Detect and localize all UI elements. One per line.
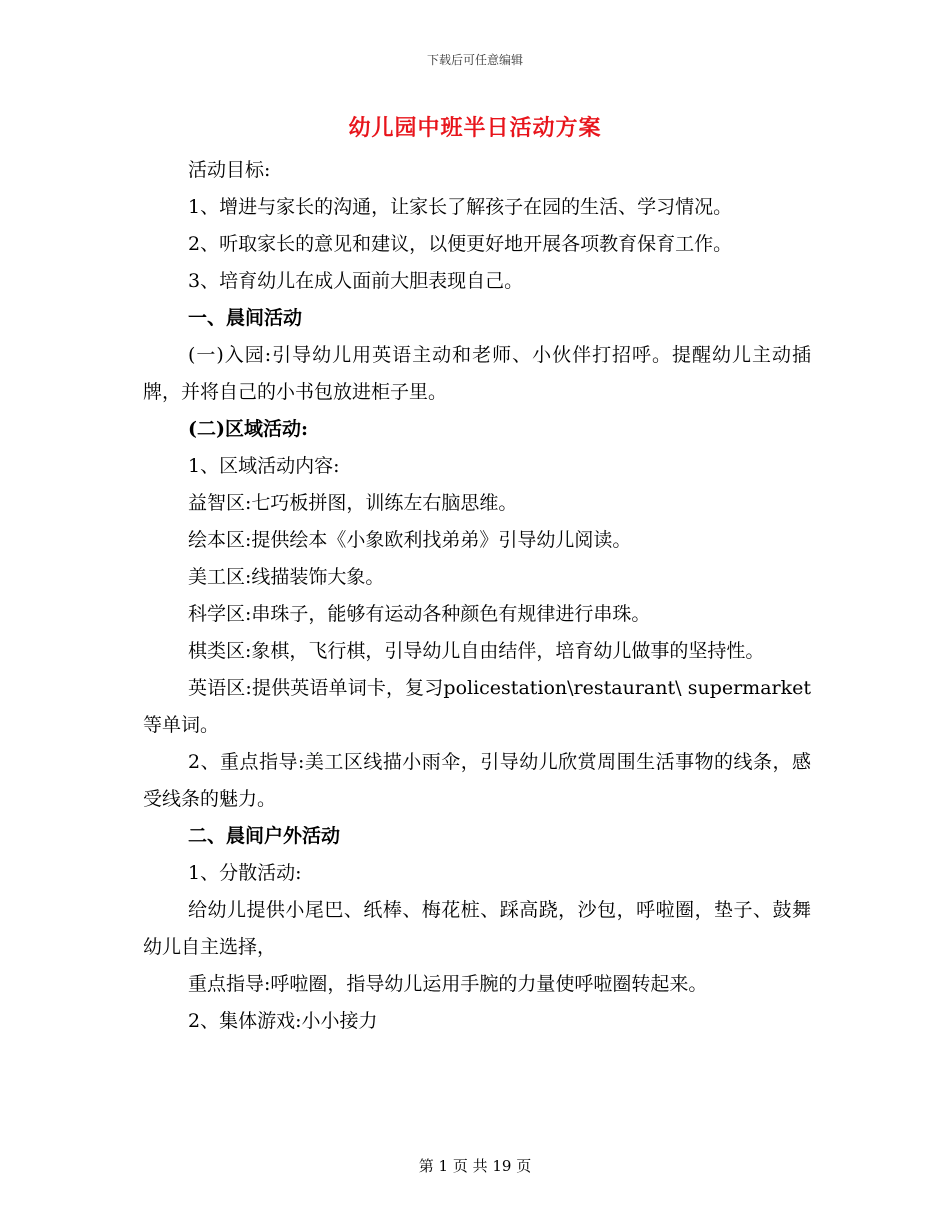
paragraph-key-guidance-hoop: 重点指导:呼啦圈，指导幼儿运用手腕的力量使呼啦圈转起来。 [188, 973, 708, 995]
paragraph-puzzle-area: 益智区:七巧板拼图，训练左右脑思维。 [188, 492, 518, 514]
document-title: 幼儿园中班半日活动方案 [348, 115, 602, 141]
section-heading-morning-activities: 一、晨间活动 [188, 307, 303, 329]
paragraph-science-area: 科学区:串珠子，能够有运动各种颜色有规律进行串珠。 [188, 603, 651, 625]
paragraph-key-guidance-art: 2、重点指导:美工区线描小雨伞，引导幼儿欣赏周围生活事物的线条，感受线条的魅力。 [143, 751, 811, 810]
page-number-footer: 第 1 页 共 19 页 [418, 1157, 532, 1175]
paragraph-free-activities: 1、分散活动: [188, 862, 302, 884]
paragraph-arrival: (一)入园:引导幼儿用英语主动和老师、小伙伴打招呼。提醒幼儿主动插牌，并将自己的小书包放进柜子里。 [143, 344, 811, 403]
paragraph-objectives-heading: 活动目标: [188, 159, 271, 181]
paragraph-objective-2: 2、听取家长的意见和建议，以便更好地开展各项教育保育工作。 [188, 233, 733, 255]
document-body [143, 152, 811, 1040]
paragraph-group-game: 2、集体游戏:小小接力 [188, 1010, 378, 1032]
paragraph-objective-3: 3、培育幼儿在成人面前大胆表现自己。 [188, 270, 524, 292]
section-heading-outdoor-activities: 二、晨间户外活动 [188, 825, 341, 847]
paragraph-area-content: 1、区域活动内容: [188, 455, 340, 477]
paragraph-art-area: 美工区:线描装饰大象。 [188, 566, 385, 588]
page-header-note: 下载后可任意编辑 [426, 53, 523, 67]
paragraph-english-area: 英语区:提供英语单词卡，复习policestation\restaurant\ supermarket等单词。 [143, 677, 811, 736]
subsection-heading-area-activities: (二)区域活动: [188, 418, 308, 440]
paragraph-chess-area: 棋类区:象棋，飞行棋，引导幼儿自由结伴，培育幼儿做事的坚持性。 [188, 640, 765, 662]
paragraph-picture-book-area: 绘本区:提供绘本《小象欧利找弟弟》引导幼儿阅读。 [188, 529, 632, 551]
paragraph-equipment: 给幼儿提供小尾巴、纸棒、梅花桩、踩高跷，沙包，呼啦圈，垫子、鼓舞幼儿自主选择， [143, 899, 811, 958]
paragraph-objective-1: 1、增进与家长的沟通，让家长了解孩子在园的生活、学习情况。 [188, 196, 733, 218]
